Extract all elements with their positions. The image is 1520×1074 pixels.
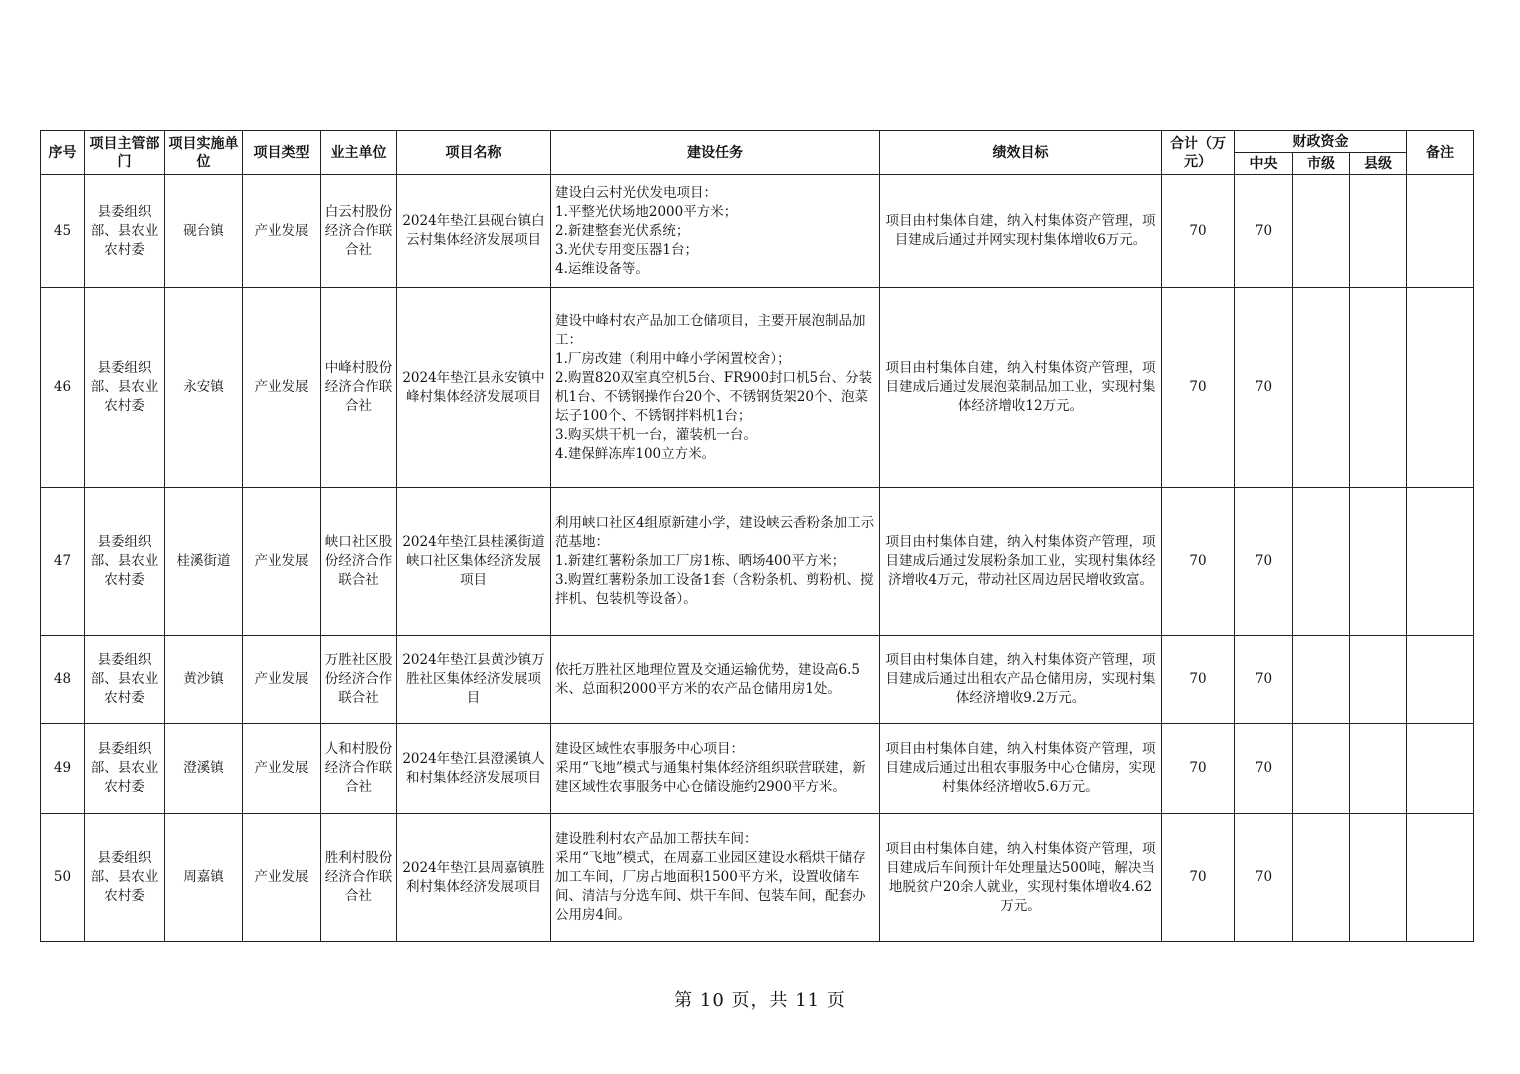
header-city: 市级	[1293, 153, 1350, 175]
cell-dept: 县委组织部、县农业农村委	[85, 488, 165, 636]
cell-name: 2024年垫江县澄溪镇人和村集体经济发展项目	[397, 724, 551, 814]
cell-goal: 项目由村集体自建，纳入村集体资产管理，项目建成后通过发展粉条加工业，实现村集体经济增收4万元，带动社区周边居民增收致富。	[880, 488, 1162, 636]
task-line: 建设胜利村农产品加工帮扶车间：	[555, 831, 758, 847]
cell-owner: 人和村股份经济合作联合社	[321, 724, 397, 814]
task-line: 采用“飞地”模式与通集村集体经济组织联营联建，新建区域性农事服务中心仓储设施约2900平方米。	[555, 760, 866, 795]
cell-type: 产业发展	[243, 488, 321, 636]
cell-note	[1407, 488, 1474, 636]
cell-central: 70	[1235, 175, 1293, 288]
cell-total: 70	[1162, 636, 1235, 724]
cell-task	[551, 636, 880, 724]
header-central: 中央	[1235, 153, 1293, 175]
cell-seq: 46	[41, 288, 85, 488]
cell-note	[1407, 175, 1474, 288]
cell-city	[1293, 175, 1350, 288]
cell-dept: 县委组织部、县农业农村委	[85, 175, 165, 288]
table-row	[41, 488, 1474, 636]
header-name: 项目名称	[397, 131, 551, 175]
cell-impl: 砚台镇	[165, 175, 243, 288]
cell-county	[1350, 724, 1407, 814]
cell-central: 70	[1235, 488, 1293, 636]
task-line: 依托万胜社区地理位置及交通运输优势，建设高6.5米、总面积2000平方米的农产品仓储用房1处。	[555, 661, 860, 697]
header-seq: 序号	[41, 131, 85, 175]
table-row	[41, 636, 1474, 724]
task-line: 1.厂房改建（利用中峰小学闲置校舍）；	[555, 350, 791, 367]
cell-impl: 永安镇	[165, 288, 243, 488]
task-line: 建设白云村光伏发电项目：	[555, 184, 717, 201]
cell-impl: 澄溪镇	[165, 724, 243, 814]
header-type: 项目类型	[243, 131, 321, 175]
cell-impl: 黄沙镇	[165, 636, 243, 724]
cell-note	[1407, 724, 1474, 814]
cell-task	[551, 488, 880, 636]
task-line: 4.运维设备等。	[555, 260, 649, 277]
cell-total: 70	[1162, 814, 1235, 942]
cell-county	[1350, 288, 1407, 488]
header-note: 备注	[1407, 131, 1474, 175]
cell-central: 70	[1235, 724, 1293, 814]
cell-city	[1293, 288, 1350, 488]
cell-county	[1350, 175, 1407, 288]
cell-owner: 万胜社区股份经济合作联合社	[321, 636, 397, 724]
header-goal: 绩效目标	[880, 131, 1162, 175]
header-task: 建设任务	[551, 131, 880, 175]
cell-central: 70	[1235, 814, 1293, 942]
cell-task	[551, 175, 880, 288]
cell-central: 70	[1235, 288, 1293, 488]
task-line: 2.新建整套光伏系统；	[555, 222, 690, 239]
cell-dept: 县委组织部、县农业农村委	[85, 636, 165, 724]
cell-goal: 项目由村集体自建，纳入村集体资产管理，项目建成后通过出租农产品仓储用房，实现村集体经济增收9.2万元。	[880, 636, 1162, 724]
task-line: 1.平整光伏场地2000平方米；	[555, 203, 738, 220]
task-line: 建设中峰村农产品加工仓储项目，主要开展泡制品加工：	[555, 312, 866, 348]
project-table	[40, 130, 1474, 942]
header-impl: 项目实施单位	[165, 131, 243, 175]
cell-name: 2024年垫江县黄沙镇万胜社区集体经济发展项目	[397, 636, 551, 724]
cell-seq: 47	[41, 488, 85, 636]
cell-type: 产业发展	[243, 724, 321, 814]
cell-owner: 白云村股份经济合作联合社	[321, 175, 397, 288]
cell-name: 2024年垫江县桂溪街道峡口社区集体经济发展项目	[397, 488, 551, 636]
cell-city	[1293, 814, 1350, 942]
task-line: 3.购买烘干机一台，灌装机一台。	[555, 426, 757, 443]
task-line: 采用“飞地”模式，在周嘉工业园区建设水稻烘干储存加工车间，厂房占地面积1500平方米，设置收储车间、清洁与分选车间、烘干车间、包装车间，配套办公用房4间。	[555, 850, 866, 923]
task-line: 4.建保鲜冻库100立方米。	[555, 445, 716, 462]
cell-note	[1407, 814, 1474, 942]
cell-type: 产业发展	[243, 175, 321, 288]
cell-dept: 县委组织部、县农业农村委	[85, 814, 165, 942]
task-line: 3.光伏专用变压器1台；	[555, 241, 698, 258]
cell-name: 2024年垫江县永安镇中峰村集体经济发展项目	[397, 288, 551, 488]
table-row	[41, 288, 1474, 488]
cell-name: 2024年垫江县砚台镇白云村集体经济发展项目	[397, 175, 551, 288]
cell-goal: 项目由村集体自建，纳入村集体资产管理，项目建成后车间预计年处理量达500吨，解决当地脱贫户20余人就业，实现村集体增收4.62万元。	[880, 814, 1162, 942]
cell-owner: 峡口社区股份经济合作联合社	[321, 488, 397, 636]
cell-note	[1407, 636, 1474, 724]
cell-seq: 50	[41, 814, 85, 942]
table-row	[41, 814, 1474, 942]
cell-dept: 县委组织部、县农业农村委	[85, 724, 165, 814]
cell-name: 2024年垫江县周嘉镇胜利村集体经济发展项目	[397, 814, 551, 942]
cell-goal: 项目由村集体自建，纳入村集体资产管理，项目建成后通过发展泡菜制品加工业，实现村集体经济增收12万元。	[880, 288, 1162, 488]
cell-task	[551, 814, 880, 942]
cell-total: 70	[1162, 288, 1235, 488]
cell-county	[1350, 488, 1407, 636]
cell-city	[1293, 488, 1350, 636]
cell-city	[1293, 636, 1350, 724]
header-fiscal: 财政资金	[1235, 131, 1407, 153]
header-total: 合计（万元）	[1162, 131, 1235, 175]
cell-seq: 49	[41, 724, 85, 814]
cell-task	[551, 288, 880, 488]
cell-type: 产业发展	[243, 814, 321, 942]
header-county: 县级	[1350, 153, 1407, 175]
cell-note	[1407, 288, 1474, 488]
cell-county	[1350, 814, 1407, 942]
cell-seq: 48	[41, 636, 85, 724]
header-dept: 项目主管部门	[85, 131, 165, 175]
page-footer: 第 10 页，共 11 页	[674, 990, 846, 1011]
cell-county	[1350, 636, 1407, 724]
task-line: 2.购置820双室真空机5台、FR900封口机5台、分装机1台、不锈钢操作台20个、不锈钢货架20个、泡菜坛子100个、不锈钢拌料机1台；	[555, 369, 873, 424]
table-row	[41, 175, 1474, 288]
cell-impl: 周嘉镇	[165, 814, 243, 942]
cell-task	[551, 724, 880, 814]
header-owner: 业主单位	[321, 131, 397, 175]
cell-total: 70	[1162, 488, 1235, 636]
cell-total: 70	[1162, 724, 1235, 814]
cell-seq: 45	[41, 175, 85, 288]
cell-type: 产业发展	[243, 636, 321, 724]
task-line: 建设区域性农事服务中心项目：	[555, 741, 744, 757]
task-line: 3.购置红薯粉条加工设备1套（含粉条机、剪粉机、搅拌机、包装机等设备）。	[555, 572, 874, 607]
cell-city	[1293, 724, 1350, 814]
cell-dept: 县委组织部、县农业农村委	[85, 288, 165, 488]
cell-type: 产业发展	[243, 288, 321, 488]
cell-goal: 项目由村集体自建，纳入村集体资产管理，项目建成后通过并网实现村集体增收6万元。	[880, 175, 1162, 288]
cell-impl: 桂溪街道	[165, 488, 243, 636]
cell-total: 70	[1162, 175, 1235, 288]
table-row	[41, 724, 1474, 814]
task-line: 1.新建红薯粉条加工厂房1栋、晒场400平方米；	[555, 553, 846, 569]
task-line: 利用峡口社区4组原新建小学，建设峡云香粉条加工示范基地：	[555, 515, 875, 550]
cell-owner: 胜利村股份经济合作联合社	[321, 814, 397, 942]
cell-owner: 中峰村股份经济合作联合社	[321, 288, 397, 488]
cell-goal: 项目由村集体自建，纳入村集体资产管理，项目建成后通过出租农事服务中心仓储房，实现村集体经济增收5.6万元。	[880, 724, 1162, 814]
cell-central: 70	[1235, 636, 1293, 724]
